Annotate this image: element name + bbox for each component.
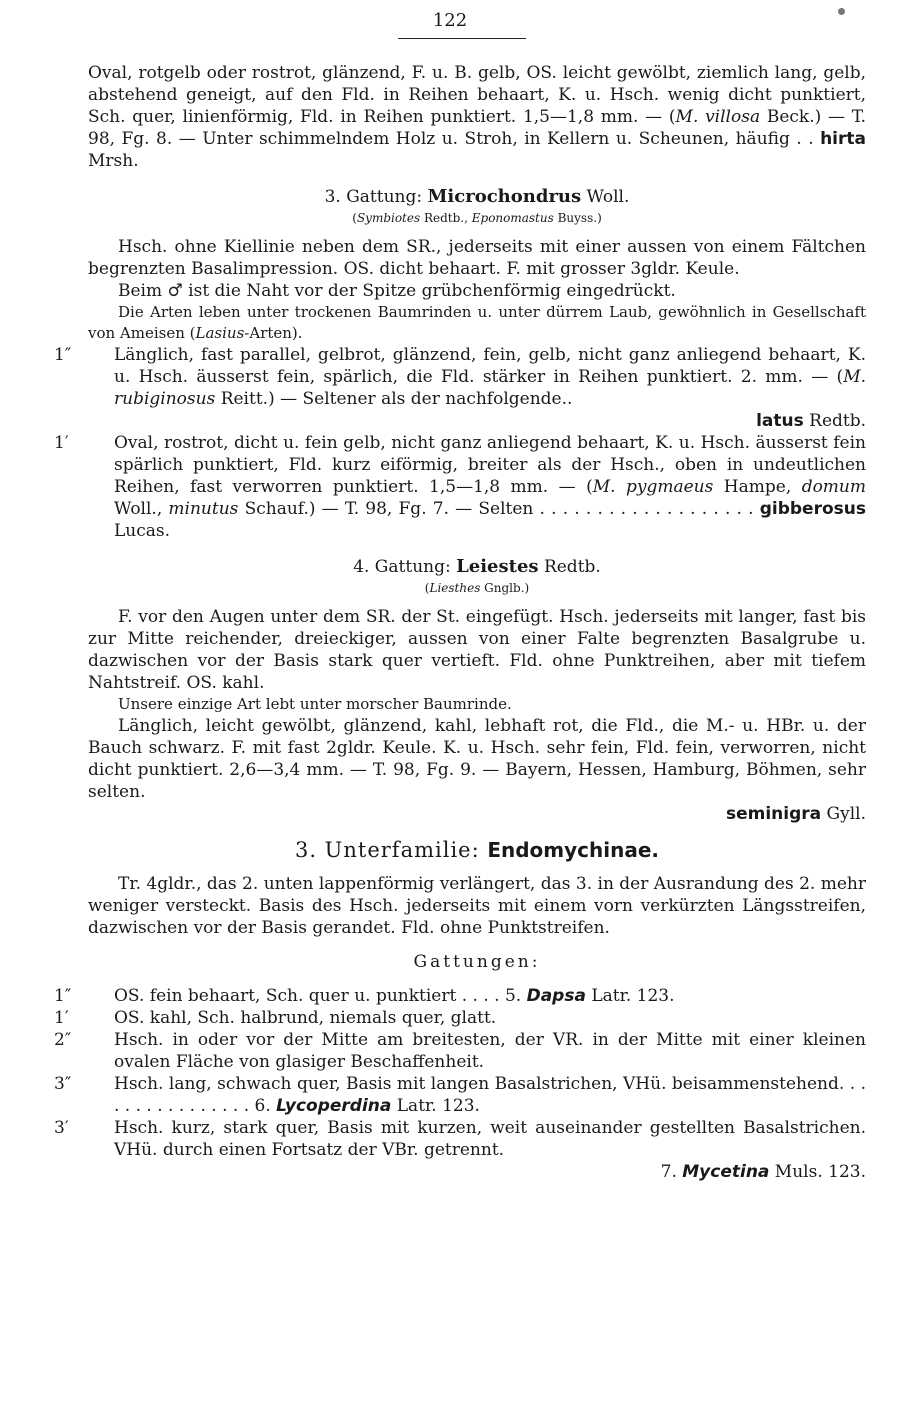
habitat-note: Die Arten leben unter trockenen Baumrinden u. unter dürrem Laub, gewöhnlich in Gesellschaft von Ameisen (Lasius-Arten). (88, 303, 866, 342)
habitat-note: Unsere einzige Art lebt unter morscher Baumrinde. (118, 695, 512, 713)
subfamily-heading: 3. Unterfamilie: Endomychinae. (294, 838, 660, 862)
species-name: seminigra (725, 804, 822, 824)
key-entry: 3″ Hsch. lang, schwach quer, Basis mit langen Basalstrichen, VHü. beisammenstehend. . . . . . . . . . . . . . . . 6. Lycoperdina Latr. 123. (54, 1074, 866, 1116)
species-description-seminigra: Länglich, leicht gewölbt, glänzend, kahl, lebhaft rot, die Fld., die M.- u. HBr. u. der Bauch schwarz. F. mit fast 2gldr. Keule. K. u. Hsch. sehr fein, Fld. fein, verworren, nicht dicht punktiert. 2,6—3,4 mm. — T. 98, Fg. 9. — Bayern, Hessen, Hamburg, Böhmen, sehr selten. (88, 716, 866, 802)
key-title: Gattungen: (413, 952, 541, 972)
key-entry: 3′ Hsch. kurz, stark quer, Basis mit kurzen, weit auseinander gestellten Basalstrichen. VHü. durch einen Fortsatz der VBr. getrennt. 7. Mycetina Muls. 123. (54, 1118, 866, 1182)
key-number: 1′ (54, 433, 69, 453)
page-content: Oval, rotgelb oder rostrot, glänzend, F. u. B. gelb, OS. leicht gewölbt, ziemlich lang, gelb, abstehend geneigt, auf den Fld. in Reihen behaart, K. u. Hsch. wenig dicht punktiert, Sch. quer, linienförmig, Fld. in Reihen punktiert. 1,5—1,8 mm. — (M. villosa Beck.) — T. 98, Fg. 8. — Unter schimmelndem Holz u. Stroh, in Kellern u. Scheunen, häufig . . hirta Mrsh. 3. Gattung: Microchondrus Woll. (Symbiotes Redtb., Eponomastus Buyss.) Hsch. ohne Kiellinie neben dem SR., jederseits mit einer aussen von einem Fältchen begrenzten Basalimpression. OS. dicht behaart. F. mit grosser 3gldr. Keule. Beim ♂ ist die Naht vor der Spitze grübchenförmig eingedrückt. Die Arten leben unter trockenen Baumrinden u. unter dürrem Laub, gewöhnlich in Gesellschaft von Ameisen (Lasius-Arten). 1″ Länglich, fast parallel, gelbrot, glänzend, fein, gelb, nicht ganz anliegend behaart, K. u. Hsch. äusserst fein, spärlich, die Fld. stärker in Reihen punktiert. 2. mm. — (M. rubiginosus Reitt.) — Seltener als der nachfolgende.. latus Redtb. 1′ Oval, rostrot, dicht u. fein gelb, nicht ganz anliegend behaart, K. u. Hsch. äusserst fein spärlich punktiert, Fld. kurz eiförmig, breiter als der Hsch., oben in undeutlichen Reihen, fast verworren punktiert. 1,5—1,8 mm. — (M. pygmaeus Hampe, domum Woll., minutus Schauf.) — T. 98, Fg. 7. — Selten . . . . . . . . . . . . . . . . . . . gibberosus Lucas. 4. Gattung: Leiestes Redtb. (Liesthes Gnglb.) F. vor den Augen unter dem SR. der St. eingefügt. Hsch. jederseits mit langer, fast bis zur Mitte reichender, dreieckiger, aussen von einer Falte begrenzten Basalgrube u. dazwischen vor der Basis stark quer vertieft. Fld. ohne Punktreihen, aber mit tiefem Nahtstreif. OS. kahl. Unsere einzige Art lebt unter morscher Baumrinde. Länglich, leicht gewölbt, glänzend, kahl, lebhaft rot, die Fld., die M.- u. HBr. u. der Bauch schwarz. F. mit fast 2gldr. Keule. K. u. Hsch. sehr fein, Fld. fein, verworren, nicht dicht punktiert. 2,6—3,4 mm. — T. 98, Fg. 9. — Bayern, Hessen, Hamburg, Böhmen, sehr selten. seminigra Gyll. 3. Unterfamilie: Endomychinae. Tr. 4gldr., das 2. unten lappenförmig verlängert, das 3. in der Ausrandung des 2. mehr weniger versteckt. Basis des Hsch. jederseits mit einem vorn verkürzten Längsstreifen, dazwischen vor der Basis gerandet. Fld. ohne Punktstreifen. Gattungen: 1″ OS. fein behaart, Sch. quer u. punktiert . . . . 5. Dapsa Latr. 123. 1′ OS. kahl, Sch. halbrund, niemals quer, glatt. 2″ Hsch. in oder vor der Mitte am breitesten, der VR. in der Mitte mit einer kleinen ovalen Fläche von glasiger Beschaffenheit. 3″ Hsch. lang, schwach quer, Basis mit langen Basalstrichen, VHü. beisammenstehend. . . . . . . . . . . . . . . . 6. Lycoperdina Latr. 123. 3′ Hsch. kurz, stark quer, Basis mit kurzen, weit auseinander gestellten Basalstrichen. VHü. durch einen Fortsatz der VBr. getrennt. 7. Mycetina Muls. 123. (54, 63, 866, 1182)
key-number: 1″ (54, 345, 72, 365)
key-entry: 1′ OS. kahl, Sch. halbrund, niemals quer, glatt. (54, 1008, 497, 1028)
genus-name: Lycoperdina (276, 1096, 392, 1116)
genus-synonyms: (Symbiotes Redtb., Eponomastus Buyss.) (352, 211, 602, 225)
species-name: gibberosus (759, 499, 866, 519)
ink-spot (838, 8, 845, 15)
genus-name: Dapsa (526, 986, 586, 1006)
key-number: 3′ (54, 1118, 69, 1138)
key-number: 1′ (54, 1008, 69, 1028)
subfamily-description: Tr. 4gldr., das 2. unten lappenförmig verlängert, das 3. in der Ausrandung des 2. mehr weniger versteckt. Basis des Hsch. jederseits mit einem vorn verkürzten Längsstreifen, dazwischen vor der Basis gerandet. Fld. ohne Punktstreifen. (88, 874, 866, 938)
species-name: hirta (820, 129, 866, 149)
genus-heading-leiestes: 4. Gattung: Leiestes Redtb. (353, 556, 601, 577)
key-entry: 1′ Oval, rostrot, dicht u. fein gelb, nicht ganz anliegend behaart, K. u. Hsch. äusserst fein spärlich punktiert, Fld. kurz eiförmig, breiter als der Hsch., oben in undeutlichen Reihen, fast verworren punktiert. 1,5—1,8 mm. — (M. pygmaeus Hampe, domum Woll., minutus Schauf.) — T. 98, Fg. 7. — Selten . . . . . . . . . . . . . . . . . . . gibberosus Lucas. (54, 433, 866, 541)
key-number: 1″ (54, 986, 72, 1006)
species-description-hirta: Oval, rotgelb oder rostrot, glänzend, F. u. B. gelb, OS. leicht gewölbt, ziemlich lang, gelb, abstehend geneigt, auf den Fld. in Reihen behaart, K. u. Hsch. wenig dicht punktiert, Sch. quer, linienförmig, Fld. in Reihen punktiert. 1,5—1,8 mm. — (M. villosa Beck.) — T. 98, Fg. 8. — Unter schimmelndem Holz u. Stroh, in Kellern u. Scheunen, häufig . . hirta Mrsh. (88, 63, 866, 171)
species-name: latus (756, 411, 804, 431)
genus-synonyms: (Liesthes Gnglb.) (424, 581, 530, 595)
genus-description: Hsch. ohne Kiellinie neben dem SR., jederseits mit einer aussen von einem Fältchen begrenzten Basalimpression. OS. dicht behaart. F. mit grosser 3gldr. Keule. (88, 237, 866, 279)
header-rule (398, 38, 526, 39)
key-entry: 1″ Länglich, fast parallel, gelbrot, glänzend, fein, gelb, nicht ganz anliegend behaart, K. u. Hsch. äusserst fein, spärlich, die Fld. stärker in Reihen punktiert. 2. mm. — (M. rubiginosus Reitt.) — Seltener als der nachfolgende.. latus Redtb. (54, 345, 866, 431)
genus-heading-microchondrus: 3. Gattung: Microchondrus Woll. (324, 186, 630, 207)
key-number: 3″ (54, 1074, 72, 1094)
key-entry: 1″ OS. fein behaart, Sch. quer u. punktiert . . . . 5. Dapsa Latr. 123. (54, 986, 675, 1006)
genus-name: Mycetina (682, 1162, 770, 1182)
page-number: 122 (432, 10, 468, 31)
genus-description: F. vor den Augen unter dem SR. der St. eingefügt. Hsch. jederseits mit langer, fast bis zur Mitte reichender, dreieckiger, aussen von einer Falte begrenzten Basalgrube u. dazwischen vor der Basis stark quer vertieft. Fld. ohne Punktreihen, aber mit tiefem Nahtstreif. OS. kahl. (88, 607, 866, 693)
key-number: 2″ (54, 1030, 72, 1050)
key-entry: 2″ Hsch. in oder vor der Mitte am breitesten, der VR. in der Mitte mit einer kleinen ovalen Fläche von glasiger Beschaffenheit. (54, 1030, 866, 1072)
male-character: Beim ♂ ist die Naht vor der Spitze grübchenförmig eingedrückt. (118, 281, 676, 301)
